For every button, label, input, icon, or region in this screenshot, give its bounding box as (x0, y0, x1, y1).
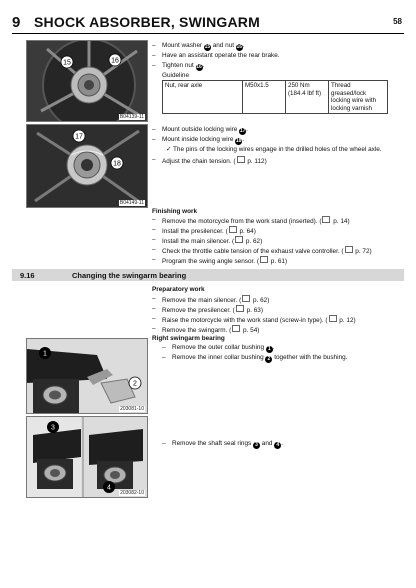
check-note: ✓ The pins of the locking wires engage in the drilled holes of the wheel axle. (166, 146, 382, 153)
page-ref-icon (229, 226, 237, 233)
svg-text:4: 4 (107, 484, 111, 492)
step-chain-tension: Adjust the chain tension. ( p. 112) (162, 158, 267, 165)
guideline-table (162, 80, 388, 114)
callout-ref: 4 (274, 442, 281, 449)
table-cell-note: Thread greased/lock locking wire with locking varnish (329, 81, 388, 114)
callout-ref: 3 (253, 442, 260, 449)
step-outer-collar: Remove the outer collar bushing 1 . (172, 344, 275, 352)
callout-ref: 2 (265, 356, 272, 363)
section-number: 9.16 (20, 271, 35, 280)
section-title: Changing the swingarm bearing (72, 271, 187, 280)
callout-15 (61, 56, 73, 68)
page-number: 58 (393, 17, 402, 26)
page-ref-icon (235, 236, 243, 243)
svg-text:17: 17 (75, 133, 83, 141)
callout-18 (111, 157, 123, 169)
page-ref-icon (329, 315, 337, 322)
callout-3 (47, 421, 59, 433)
page-ref-icon (237, 156, 245, 163)
page-ref-icon (236, 305, 244, 312)
page-ref-icon (322, 216, 330, 223)
callout-16 (109, 54, 121, 66)
guideline-label: Guideline (162, 72, 190, 79)
callout-17 (73, 130, 85, 142)
chapter-title: SHOCK ABSORBER, SWINGARM (34, 14, 260, 30)
step-inner-collar: Remove the inner collar bushing 2 together with the bushing. (172, 354, 348, 362)
figure-collar-bushings (26, 338, 148, 414)
callout-4 (103, 481, 115, 493)
svg-text:2: 2 (133, 380, 137, 388)
page-ref-icon (260, 256, 268, 263)
svg-text:15: 15 (63, 59, 71, 67)
page-ref-icon (232, 325, 240, 332)
figure-caption: B04139-11 (119, 114, 144, 120)
chapter-number: 9 (12, 14, 21, 31)
step-inside-wire: Mount inside locking wire 18. (162, 136, 244, 144)
page-header (12, 14, 404, 30)
figure-caption: B04149-11 (119, 200, 144, 206)
header-rule (12, 33, 404, 34)
step-assistant-brake: Have an assistant operate the rear brake. (162, 52, 280, 59)
preparatory-item: Remove the presilencer. ( p. 63) (162, 307, 263, 314)
callout-ref: 16 (196, 64, 202, 70)
table-cell-thread: M50x1.5 (243, 81, 286, 114)
svg-text:3: 3 (51, 424, 55, 432)
preparatory-item: Raise the motorcycle with the work stand (screw-in type). ( p. 12) (162, 317, 356, 324)
page-ref-icon (242, 295, 250, 302)
callout-ref: 16 (236, 44, 243, 50)
table-row (163, 81, 388, 114)
finishing-item: Install the presilencer. ( p. 64) (162, 228, 256, 235)
svg-text:1: 1 (43, 350, 47, 358)
callout-ref: 1 (266, 346, 273, 353)
figure-rear-axle-nut (26, 40, 148, 122)
svg-text:16: 16 (111, 57, 119, 65)
figure-caption: 203082-10 (120, 490, 144, 496)
svg-text:18: 18 (113, 160, 121, 168)
checkmark-icon: ✓ (166, 146, 172, 153)
step-shaft-seals: Remove the shaft seal rings 3 and 4 . (172, 440, 284, 448)
step-tighten-nut: Tighten nut 16. (162, 62, 205, 70)
finishing-item: Install the main silencer. ( p. 62) (162, 238, 263, 245)
figure-locking-wires (26, 124, 148, 208)
preparatory-heading: Preparatory work (152, 286, 205, 293)
page-ref-icon (345, 246, 353, 253)
callout-ref: 18 (235, 138, 242, 144)
callout-2 (129, 377, 141, 389)
finishing-item: Remove the motorcycle from the work stand (inserted). ( p. 14) (162, 218, 350, 225)
callout-1 (39, 347, 51, 359)
table-cell-item: Nut, rear axle (163, 81, 243, 114)
right-bearing-heading: Right swingarm bearing (152, 335, 225, 342)
finishing-item: Program the swing angle sensor. ( p. 61) (162, 258, 288, 265)
table-cell-torque: 250 Nm (184.4 lbf ft) (286, 81, 329, 114)
callout-ref: 15 (204, 44, 211, 50)
section-heading (12, 269, 404, 281)
preparatory-item: Remove the swingarm. ( p. 54) (162, 327, 260, 334)
figure-shaft-seals (26, 416, 148, 498)
figure-caption: 203081-10 (120, 406, 144, 412)
step-mount-washer: Mount washer 15 and nut 16. (162, 42, 245, 50)
step-outside-wire: Mount outside locking wire 17. (162, 126, 248, 134)
preparatory-item: Remove the main silencer. ( p. 62) (162, 297, 270, 304)
finishing-heading: Finishing work (152, 208, 198, 215)
finishing-item: Check the throttle cable tension of the exhaust valve controller. ( p. 72) (162, 248, 372, 255)
callout-ref: 17 (239, 128, 246, 134)
